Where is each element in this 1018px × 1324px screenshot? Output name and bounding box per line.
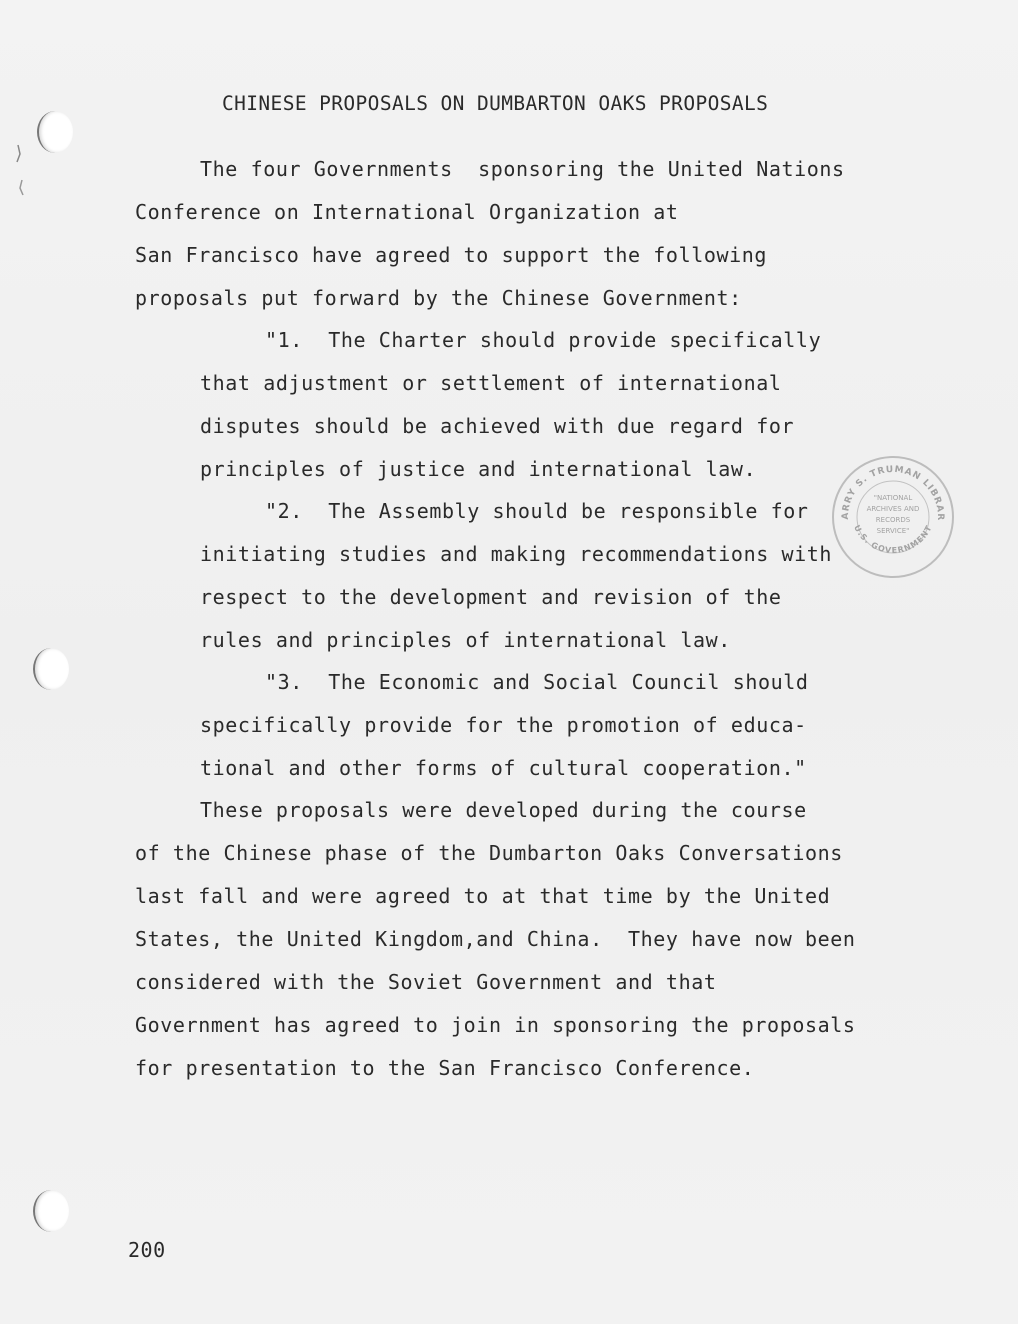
stamp-bottom-text: U.S. GOVERNMENT: [852, 523, 934, 556]
closing-line: States, the United Kingdom,and China. They have now been: [135, 927, 856, 951]
archive-stamp: [832, 456, 954, 578]
intro-line: Conference on International Organization at: [135, 200, 679, 224]
intro-line: proposals put forward by the Chinese Government:: [135, 286, 742, 310]
proposal-line: rules and principles of international law.: [200, 628, 731, 652]
punch-hole: [37, 111, 73, 153]
stamp-center-line: "NATIONAL: [873, 494, 913, 502]
proposal-line: disputes should be achieved with due regard for: [200, 414, 795, 438]
punch-hole: [33, 648, 69, 690]
proposal-line: that adjustment or settlement of international: [200, 371, 782, 395]
proposal-line: "2. The Assembly should be responsible for: [265, 499, 809, 523]
closing-line: Government has agreed to join in sponsoring the proposals: [135, 1013, 856, 1037]
intro-line: The four Governments sponsoring the United Nations: [200, 157, 845, 181]
closing-line: These proposals were developed during the course: [200, 798, 807, 822]
proposal-line: tional and other forms of cultural cooperation.": [200, 756, 807, 780]
stamp-center-line: RECORDS: [875, 516, 911, 524]
proposal-line: initiating studies and making recommendations with: [200, 542, 833, 566]
proposal-line: specifically provide for the promotion of educa-: [200, 713, 807, 737]
closing-line: last fall and were agreed to at that time by the United: [135, 884, 831, 908]
page-title: CHINESE PROPOSALS ON DUMBARTON OAKS PROPOSALS: [222, 92, 769, 115]
closing-line: considered with the Soviet Government and that: [135, 970, 717, 994]
proposal-line: principles of justice and international law.: [200, 457, 757, 481]
stamp-top-text: ARRY S. TRUMAN LIBRAR: [840, 464, 946, 521]
edge-mark-graphic: [8, 140, 28, 220]
stamp-center-line: SERVICE": [876, 527, 910, 535]
punch-hole: [33, 1190, 69, 1232]
closing-line: for presentation to the San Francisco Conference.: [135, 1056, 755, 1080]
intro-line: San Francisco have agreed to support the following: [135, 243, 768, 267]
proposal-line: "3. The Economic and Social Council should: [265, 670, 809, 694]
proposal-line: respect to the development and revision of the: [200, 585, 782, 609]
page-number: 200: [128, 1238, 166, 1262]
stamp-graphic: [834, 458, 952, 576]
stamp-center-line: ARCHIVES AND: [866, 505, 920, 513]
closing-line: of the Chinese phase of the Dumbarton Oaks Conversations: [135, 841, 843, 865]
proposal-line: "1. The Charter should provide specifically: [265, 328, 822, 352]
